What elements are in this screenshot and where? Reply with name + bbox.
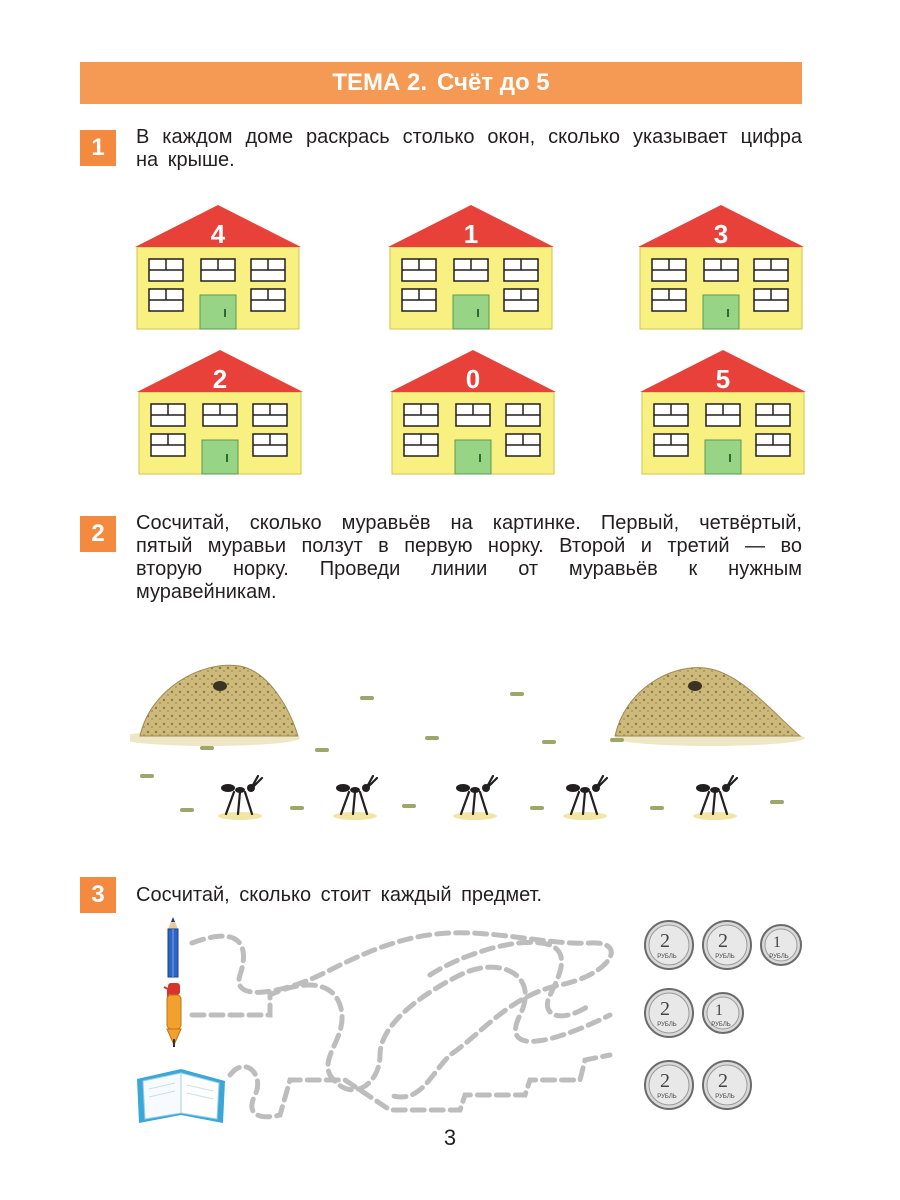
coin-value: 2 [660,930,670,952]
house [137,350,303,476]
topic-label: ТЕМА 2. [332,69,428,96]
window [151,404,185,426]
ant-icon [333,776,377,820]
coin-label: РУБЛЬ [715,1094,735,1100]
house [135,205,301,331]
coin-value: 1 [715,1002,723,1019]
ant-icon [218,776,262,820]
window [504,289,538,311]
coin-label: РУБЛЬ [715,954,735,960]
window [404,404,438,426]
window [652,259,686,281]
coin-label: РУБЛЬ [657,1022,677,1028]
coin-icon [761,925,801,965]
window [253,434,287,456]
topic-title: Счёт до 5 [437,69,550,96]
ants-scene [130,650,810,840]
coin-icon [645,989,693,1037]
task3-text: Сосчитай, сколько стоит каждый предмет. [136,884,543,906]
window [504,259,538,281]
ant-icon [453,776,497,820]
roof-number: 0 [465,364,481,394]
house [638,205,804,331]
window [201,259,235,281]
coin-icon [703,1061,751,1109]
page-number: 3 [443,1125,457,1150]
window [704,259,738,281]
book-icon [137,1069,225,1123]
maze-area [130,915,810,1125]
window [754,259,788,281]
window [404,434,438,456]
roof-number: 5 [715,364,731,394]
coin-value: 2 [718,1070,728,1092]
house [390,350,556,476]
window [251,289,285,311]
coin-icon [703,993,743,1033]
house [640,350,806,476]
window [654,404,688,426]
coin-icon [703,921,751,969]
coin-value: 2 [660,1070,670,1092]
window [203,404,237,426]
topic-banner [80,62,802,104]
window [151,434,185,456]
window [149,289,183,311]
task2-text: Сосчитай, сколько муравьёв на картинке. Первый, четвёртый, пятый муравьи ползут в первую норку. Второй и третий — во вторую норку. Проведи линии от муравьёв к нужным муравейникам. [136,512,802,603]
window [454,259,488,281]
house [388,205,554,331]
task-number-badge: 3 [80,877,116,913]
coin-label: РУБЛЬ [711,1022,731,1028]
window [402,259,436,281]
coin-icon [645,921,693,969]
window [149,259,183,281]
window [652,289,686,311]
window [756,434,790,456]
window [456,404,490,426]
task-number-badge: 1 [80,130,116,166]
ants [218,776,737,820]
pencil-icon [168,917,178,977]
coin-label: РУБЛЬ [657,954,677,960]
task-number-badge: 2 [80,516,116,552]
task1-text: В каждом доме раскрась столько окон, сколько указывает цифра на крыше. [136,126,802,171]
roof-number: 4 [210,219,226,249]
roof-number: 2 [212,364,228,394]
pen-icon [164,983,181,1047]
window [706,404,740,426]
window [251,259,285,281]
roof-number: 3 [713,219,729,249]
window [754,289,788,311]
window [506,404,540,426]
anthill-right [615,668,805,746]
coin-value: 2 [660,998,670,1020]
ant-icon [563,776,607,820]
coins [645,921,801,1109]
anthill-left [130,665,300,746]
roof-number: 1 [463,219,479,249]
ant-icon [693,776,737,820]
coin-icon [645,1061,693,1109]
coin-value: 1 [773,934,781,951]
coin-label: РУБЛЬ [657,1094,677,1100]
coin-label: РУБЛЬ [769,954,789,960]
window [756,404,790,426]
window [402,289,436,311]
maze-paths [192,933,611,1117]
coin-value: 2 [718,930,728,952]
window [506,434,540,456]
window [654,434,688,456]
window [253,404,287,426]
